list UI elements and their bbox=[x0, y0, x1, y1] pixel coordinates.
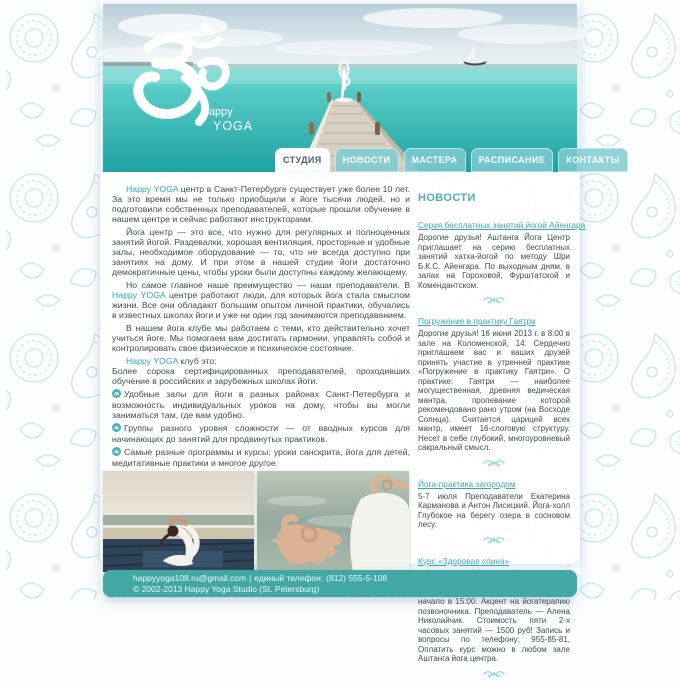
brand-inline: Happy YOGA bbox=[126, 184, 179, 194]
swirl-divider-icon bbox=[418, 296, 570, 304]
logo-text-happy: Happy bbox=[201, 106, 233, 118]
footer bbox=[103, 570, 577, 597]
footer-separator: | bbox=[249, 573, 252, 583]
brand-inline: Happy YOGA bbox=[126, 356, 178, 366]
photo-row bbox=[103, 471, 410, 572]
news-item: Серия бесплатных занятий йогой Айенгара Дорогие друзья! Аштанга Йога Центр приглашает на серию бесплатных занятий хатха-йогой по методу Шри Б.К.С. Айенгара. По выходным дням, в залах на Гороховой, Фурштатской и Комендантском. bbox=[418, 220, 586, 290]
om-bullet-icon bbox=[112, 389, 121, 400]
about-paragraph-3: Но самое главное наше преимущество — наши преподаватели. В Happy YOGA центре работают люди, для которых йога стала смыслом жизни. Все они обладают большим опытом личной практики, обучались в известных школах йоги и уже ни один год занимаются преподаванием. bbox=[112, 280, 410, 320]
about-column bbox=[112, 184, 410, 572]
about-paragraph-4: В нашем йога клубе мы работаем с теми, кто действительно хочет учиться йоге. Мы помогаем вам достигать гармонии, управлять собой и контролировать свое физическое и психическое состояние. bbox=[112, 323, 410, 353]
page-container bbox=[100, 0, 620, 663]
about-paragraph-2: Йога центр — это все, что нужно для регулярных и полноценных занятий йогой. Раздевалки, хорошая вентиляция, просторные и удобные залы, необходимое оборудование — то, что не всегда доступно при занятиях на дому. И при этом в нашей студии йоги достаточно демократичные цены, чтобы уроки были доступны каждому желающему. bbox=[112, 227, 410, 277]
tab-masters[interactable]: МАСТЕРА bbox=[404, 148, 466, 172]
club-text: Более сорока сертифицированных преподавателей, проходивших обучение в российских и зарубежных школах йоги. bbox=[112, 366, 410, 386]
footer-copyright: © 2002-2013 Happy Yoga Studio (St. Petersburg) bbox=[133, 584, 320, 594]
news-heading: НОВОСТИ bbox=[418, 192, 476, 204]
bullet-item: Самые разные программы и курсы: уроки санскрита, йога для детей, медитативные практики и многое другое. bbox=[112, 447, 410, 468]
tab-news[interactable]: НОВОСТИ bbox=[335, 148, 399, 172]
footer-contact-line bbox=[133, 573, 577, 584]
news-item: Йога-практика загородом 5-7 июля Преподаватели Екатерина Карманова и Антон Лисицкий. Йога-холл Глубокое на берегу озера в сосновом лесу. bbox=[418, 478, 570, 529]
beach-yoga-pose-photo bbox=[103, 471, 254, 572]
footer-phone: (812) 555-5-108 bbox=[326, 573, 388, 583]
club-heading: Happy YOGA клуб это: bbox=[126, 356, 217, 366]
footer-email[interactable]: happyyoga108.ru@gmail.com bbox=[133, 573, 247, 583]
logo-text-yoga: YOGA bbox=[213, 119, 254, 133]
news-link-gayatri-practice[interactable]: Погружение в практику Гаятри bbox=[418, 316, 536, 326]
swirl-divider-icon bbox=[418, 459, 570, 467]
tab-schedule[interactable]: РАСПИСАНИЕ bbox=[471, 148, 554, 172]
news-link-countryside-yoga[interactable]: Йога-практика загородом bbox=[418, 478, 516, 489]
footer-phone-label: единый телефон: bbox=[254, 573, 324, 583]
brand-inline: Happy YOGA bbox=[112, 290, 166, 300]
om-logo-icon bbox=[117, 20, 255, 138]
swirl-divider-icon bbox=[418, 670, 570, 678]
tab-contacts[interactable]: КОНТАКТЫ bbox=[558, 148, 628, 172]
news-item: Курс «Здоровая спина» начало в 15:00. Акцент на йогатерапию позвоночника. Преподаватель — Алена Николайчик. Стоимость пяти 2-х часовых занятий — 1500 руб! Запись и вопросы по телефону: 955-85-81, Оплатить курс можно в любом зале Аштанга йога центра. bbox=[418, 555, 570, 663]
header bbox=[103, 4, 620, 172]
about-paragraph-1: Happy YOGA центр в Санкт-Петербурге существует уже более 10 лет. За это время мы не только приобщили к йоге тысячи людей, но и подготовили собственных преподавателей, которые прошли обучение в нашем центре и сейчас работают инструкторами. bbox=[112, 184, 410, 224]
news-column bbox=[418, 192, 586, 685]
bullet-item: Группы разного уровня сложности — от вводных курсов для начинающих до занятий для продвинутых практиков. bbox=[112, 423, 410, 444]
news-link-healthy-back-course[interactable]: Курс «Здоровая спина» bbox=[418, 555, 510, 566]
bullet-item: Удобные залы для йоги в разных районах Санкт-Петербурга и возможность индивидуальных уроков на дому, чтобы вы могли заниматься там, где вам удобно. bbox=[112, 389, 410, 420]
meditation-mudra-photo bbox=[257, 471, 409, 572]
om-bullet-icon bbox=[112, 423, 121, 434]
tab-studio[interactable]: СТУДИЯ bbox=[275, 148, 330, 172]
news-item: Погружение в практику Гаятри Дорогие друзья! 16 июня 2013 г. в 8:00 в зале на Коломенской, 14. Сердечно приглашаем вас и ваших друзей принять участие в утренней практике «Погружение в практику Гаятри». О практике: Гаятри — наиболее могущественная, древняя ведическая мантра, пропевание которой рекомендовано рано утром (на Восходе Солнца). Считается царицей всех мантр, имеет 16-слоговую структуру. Несет в себе глубокий, многоуровневый сакральный смысл. bbox=[418, 316, 570, 452]
news-link-free-iyengar-classes[interactable]: Серия бесплатных занятий йогой Айенгара bbox=[418, 220, 586, 230]
swirl-divider-icon bbox=[418, 536, 570, 544]
main-navigation bbox=[275, 148, 628, 172]
om-bullet-icon bbox=[112, 447, 121, 458]
